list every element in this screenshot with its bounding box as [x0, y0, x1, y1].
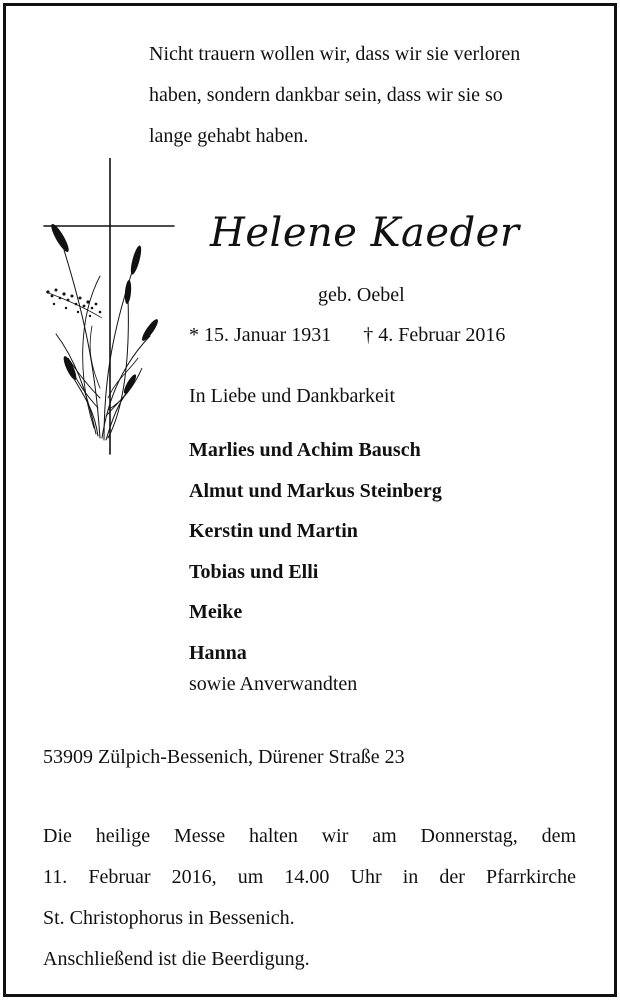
deceased-name: Helene Kaeder [210, 210, 520, 256]
service-line: 11. Februar 2016, um 14.00 Uhr in der Pfarrkirche [43, 866, 576, 888]
maiden-name: geb. Oebel [318, 284, 405, 306]
memorial-verse [149, 34, 569, 157]
mourner-name: Tobias und Elli [189, 560, 319, 583]
service-details [43, 816, 576, 980]
family-address: 53909 Zülpich-Bessenich, Dürener Straße 23 [43, 746, 405, 768]
service-line: Anschließend ist die Beerdigung. [43, 948, 310, 970]
service-line: Die heilige Messe halten wir am Donnerstag, dem [43, 825, 576, 847]
relatives-text: sowie Anverwandten [189, 673, 358, 695]
death-date: † 4. Februar 2016 [363, 324, 506, 346]
verse-line: lange gehabt haben. [149, 125, 309, 147]
mourner-name: Kerstin und Martin [189, 520, 358, 542]
verse-line: Nicht trauern wollen wir, dass wir sie verloren [149, 43, 521, 65]
service-line: St. Christophorus in Bessenich. [43, 907, 295, 929]
mourners-list [189, 430, 442, 673]
mourner-name: Marlies und Achim Bausch [189, 439, 421, 461]
mourner-name: Meike [189, 601, 243, 623]
cross-with-wheat-icon [38, 158, 178, 456]
dedication-text: In Liebe und Dankbarkeit [189, 385, 396, 407]
birth-date: * 15. Januar 1931 [189, 324, 332, 346]
mourner-name: Almut und Markus Steinberg [189, 479, 442, 502]
life-dates [189, 324, 505, 347]
verse-line: haben, sondern dankbar sein, dass wir sie so [149, 84, 503, 106]
mourner-name: Hanna [189, 641, 247, 664]
